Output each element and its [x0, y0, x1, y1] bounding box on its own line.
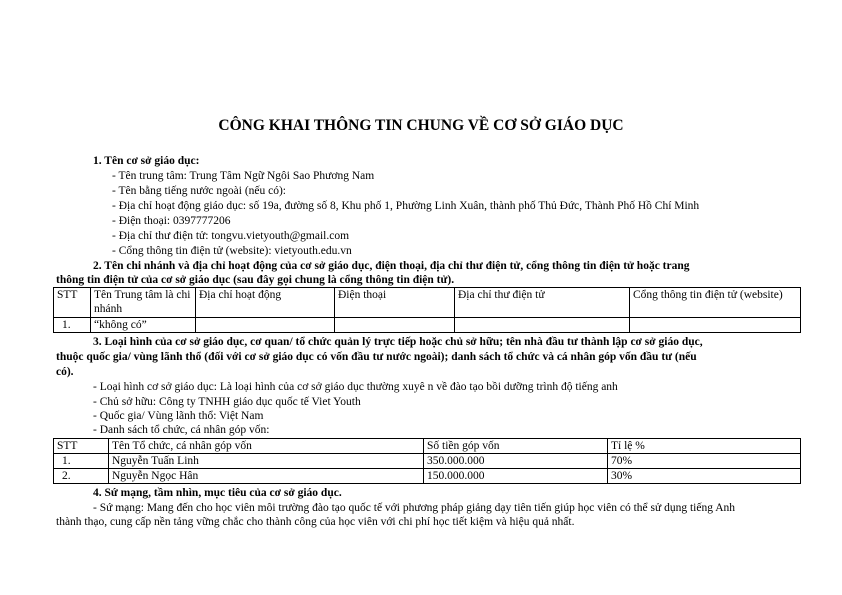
investor-table-header-row: [54, 439, 801, 454]
section2-heading-line1: 2. Tên chi nhánh và địa chỉ hoạt động của cơ sở giáo dục, điện thoại, địa chỉ thư điện tử, cổng thông tin điện tử hoặc trang: [93, 260, 690, 272]
table-cell: Nguyễn Ngọc Hân: [109, 469, 424, 484]
header-cell: STT: [54, 288, 91, 318]
foreign-name-line: - Tên bằng tiếng nước ngoài (nếu có):: [112, 185, 287, 197]
branch-table: [53, 287, 801, 333]
section1-heading: 1. Tên cơ sở giáo dục:: [93, 155, 200, 167]
table-cell: “không có”: [91, 318, 196, 333]
owner-line: - Chủ sở hữu: Công ty TNHH giáo dục quốc tế Viet Youth: [93, 396, 361, 408]
header-cell: Tên Trung tâm là chi nhánh: [91, 288, 196, 318]
table-cell: 1.: [54, 454, 109, 469]
table-cell: [335, 318, 455, 333]
section3-heading-line2: thuộc quốc gia/ vùng lãnh thổ (đối với cơ sở giáo dục có vốn đầu tư nước ngoài); danh sách tổ chức và cá nhân góp vốn đầu tư (nếu: [56, 351, 697, 363]
table-cell: 2.: [54, 469, 109, 484]
branch-table-header-row: [54, 288, 801, 318]
section3-heading-line3: có).: [56, 366, 74, 378]
header-cell: Điện thoại: [335, 288, 455, 318]
table-cell: 350.000.000: [424, 454, 608, 469]
header-cell: Tỉ lệ %: [608, 439, 801, 454]
phone-line: - Điện thoại: 0397777206: [112, 215, 231, 227]
table-cell: Nguyễn Tuấn Linh: [109, 454, 424, 469]
table-cell: 150.000.000: [424, 469, 608, 484]
website-line: - Cổng thông tin điện tử (website): vietyouth.edu.vn: [112, 245, 352, 257]
center-name-line: - Tên trung tâm: Trung Tâm Ngữ Ngôi Sao Phương Nam: [112, 170, 375, 182]
header-cell: STT: [54, 439, 109, 454]
header-cell: Địa chỉ thư điện tử: [455, 288, 630, 318]
institution-type-line: - Loại hình cơ sở giáo dục: Là loại hình của cơ sở giáo dục thường xuyê n về đào tạo bồi dưỡng trình độ tiếng anh: [93, 381, 618, 393]
address-line: - Địa chỉ hoạt động giáo dục: số 19a, đường số 8, Khu phố 1, Phường Linh Xuân, thành phố Thủ Đức, Thành Phố Hồ Chí Minh: [112, 200, 700, 212]
mission-line1: - Sứ mạng: Mang đến cho học viên môi trường đào tạo quốc tế với phương pháp giảng dạy tiên tiến giúp học viên có thể sử dụng tiếng Anh: [93, 502, 736, 514]
header-cell: Tên Tổ chức, cá nhân góp vốn: [109, 439, 424, 454]
table-row: [54, 454, 801, 469]
table-cell: [455, 318, 630, 333]
table-row: [54, 469, 801, 484]
investor-list-label: - Danh sách tổ chức, cá nhân góp vốn:: [93, 424, 270, 436]
table-cell: 30%: [608, 469, 801, 484]
header-cell: Địa chỉ hoạt động: [196, 288, 335, 318]
table-cell: [196, 318, 335, 333]
table-cell: 1.: [54, 318, 91, 333]
section3-heading-line1: 3. Loại hình của cơ sở giáo dục, cơ quan/ tổ chức quản lý trực tiếp hoặc chủ sở hữu; tên nhà đầu tư thành lập cơ sở giáo dục,: [93, 336, 703, 348]
email-line: - Địa chỉ thư điện tử: tongvu.vietyouth@gmail.com: [112, 230, 350, 242]
mission-line2: thành thạo, cung cấp nền tảng vững chắc cho thành công của học viên với chi phí học tiết kiệm và hiệu quả nhất.: [56, 516, 575, 528]
section4-heading: 4. Sứ mạng, tầm nhìn, mục tiêu của cơ sở giáo dục.: [93, 487, 342, 499]
header-cell: Số tiền góp vốn: [424, 439, 608, 454]
header-cell: Cổng thông tin điện tử (website): [630, 288, 801, 318]
table-cell: [630, 318, 801, 333]
table-cell: 70%: [608, 454, 801, 469]
country-line: - Quốc gia/ Vùng lãnh thổ: Việt Nam: [93, 410, 264, 422]
table-row: [54, 318, 801, 333]
section2-heading-line2: thông tin điện tử của cơ sở giáo dục (sau đây gọi chung là cổng thông tin điện tử).: [56, 274, 455, 286]
investor-table: [53, 438, 801, 484]
page-title: CÔNG KHAI THÔNG TIN CHUNG VỀ CƠ SỞ GIÁO DỤC: [218, 117, 624, 134]
